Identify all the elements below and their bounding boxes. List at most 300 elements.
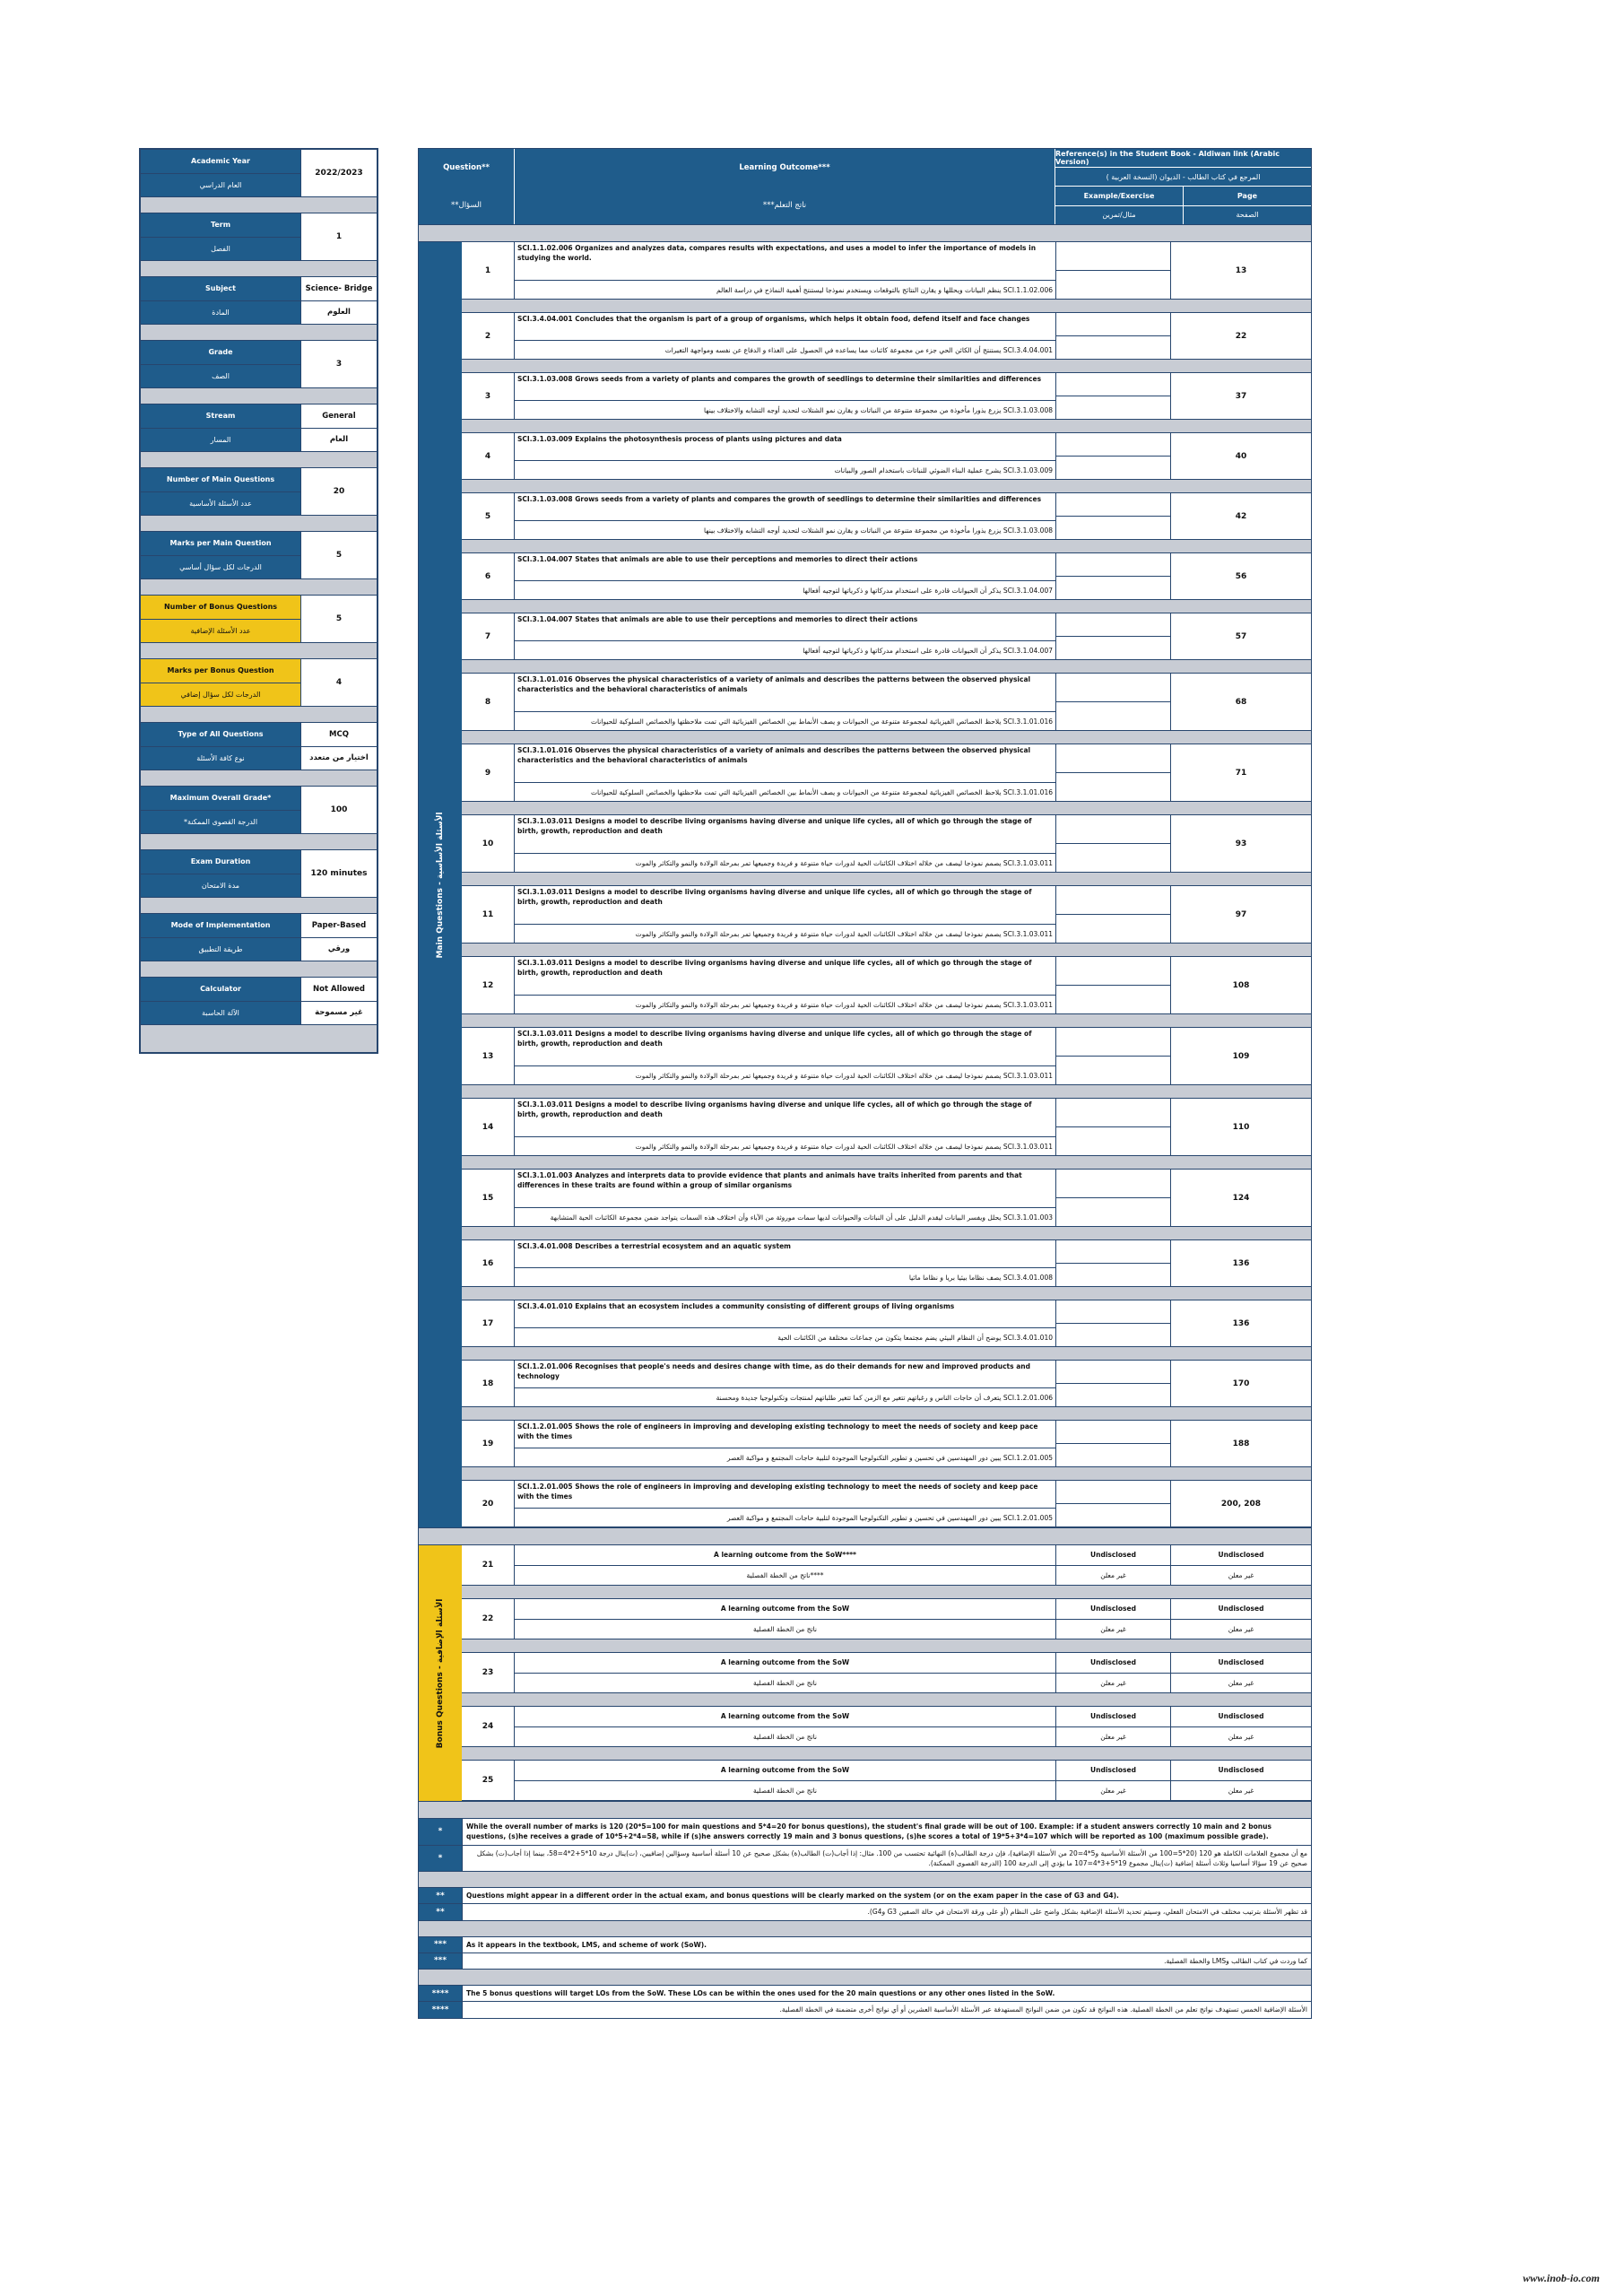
info-label-en: Grade <box>141 341 300 365</box>
learning-outcome-en: SCI.3.1.01.016 Observes the physical characteristics of a variety of animals and describes the patterns between the observed physical characteristics and the behavioral characteristics of animals <box>515 744 1055 783</box>
exam-info-panel <box>139 148 378 1054</box>
info-label-en: Number of Bonus Questions <box>141 596 300 620</box>
info-spacer <box>141 388 377 404</box>
page-number: 108 <box>1232 980 1250 990</box>
example-empty <box>1056 577 1170 599</box>
bonus-example-en: Undisclosed <box>1056 1599 1170 1620</box>
info-row <box>141 341 377 388</box>
row-gap <box>462 300 1311 313</box>
learning-outcome <box>515 613 1056 659</box>
example-empty <box>1056 1324 1170 1346</box>
info-value-ar: غير مسموحة <box>315 1008 363 1018</box>
note-row-ar <box>419 2002 1311 2017</box>
learning-outcome <box>515 433 1056 479</box>
learning-outcome-en: SCI.1.2.01.005 Shows the role of engineers in improving and developing existing technology to meet the needs of society and keep pace with the times <box>515 1421 1055 1448</box>
row-gap <box>462 1467 1311 1481</box>
bonus-example <box>1056 1653 1171 1692</box>
bonus-example-en: Undisclosed <box>1056 1761 1170 1781</box>
info-label <box>141 404 301 451</box>
example-empty <box>1056 702 1170 730</box>
header-question-en: Question** <box>443 163 490 172</box>
header-page-ar: الصفحة <box>1236 211 1259 220</box>
question-number: 19 <box>462 1421 515 1466</box>
example-cell <box>1056 886 1171 943</box>
learning-outcome-en: SCI.3.1.04.007 States that animals are able to use their perceptions and memories to direct their actions <box>515 613 1055 641</box>
bonus-page <box>1171 1653 1311 1692</box>
bonus-example-en: Undisclosed <box>1056 1545 1170 1566</box>
page-number: 42 <box>1235 511 1247 521</box>
info-label <box>141 850 301 897</box>
bonus-page-ar: غير معلن <box>1228 1678 1254 1687</box>
row-gap <box>462 1586 1311 1599</box>
learning-outcome-ar: SCI.3.1.03.009 يشرح عملية البناء الضوئي للنباتات باستخدام الصور والبيانات <box>834 465 1053 474</box>
header-example-en: Example/Exercise <box>1055 187 1183 206</box>
example-cell <box>1056 613 1171 659</box>
info-value-en: MCQ <box>301 723 377 747</box>
info-value: 20 <box>301 468 377 515</box>
header-example-ar: مثال/تمرين <box>1102 211 1136 220</box>
section-gap <box>418 1528 1312 1544</box>
info-label <box>141 723 301 770</box>
learning-outcome-en: SCI.3.1.03.011 Designs a model to describe living organisms having diverse and unique life cycles, all of which go through the stage of birth, growth, reproduction and death <box>515 957 1055 996</box>
info-value: 1 <box>301 213 377 260</box>
info-label <box>141 914 301 961</box>
main-questions-section <box>418 241 1312 1528</box>
learning-outcome-en: SCI.3.1.03.011 Designs a model to describe living organisms having diverse and unique life cycles, all of which go through the stage of birth, growth, reproduction and death <box>515 886 1055 925</box>
question-number: 6 <box>462 553 515 599</box>
learning-outcome <box>515 1028 1056 1084</box>
question-number: 10 <box>462 815 515 872</box>
bonus-page <box>1171 1761 1311 1800</box>
page-number: 71 <box>1235 768 1247 778</box>
info-value-en: Paper-Based <box>301 914 377 938</box>
bonus-outcome-en: A learning outcome from the SoW**** <box>515 1545 1055 1566</box>
question-row <box>462 1300 1311 1347</box>
info-spacer <box>141 579 377 596</box>
info-label <box>141 596 301 642</box>
learning-outcome <box>515 242 1056 299</box>
row-gap <box>462 944 1311 957</box>
example-cell <box>1056 242 1171 299</box>
info-row <box>141 532 377 579</box>
example-empty <box>1056 433 1170 457</box>
question-number: 18 <box>462 1361 515 1406</box>
note-text-ar: مع أن مجموع العلامات الكاملة هو 120 (20*5=100 من الأسئلة الأساسية و5*4=20 من الأسئلة الإضافية)، فإن درجة الطالب(ة) النهائية تحتسب من 100. مثال: إذا أجاب(ت) الطالب(ة) بشكل صحيح عن 10 أسئلة أساسية وسؤالين إضافيين، (ت)ينال درجة 10*5+2*4=58، بينما إذا أجاب(ت) بشكل صحيح عن 19 سؤالا أساسيا وثلاث أسئلة إضافية (ت)ينال مجموع 19*5+3*4=107 ما يؤدي إلى الدرجة 100 (الدرجة القصوى الممكنة). <box>476 1848 1307 1867</box>
note-text-en: The 5 bonus questions will target LOs from the SoW. These LOs can be within the ones used for the 20 main questions or any other ones listed in the SoW. <box>466 1989 1055 1997</box>
example-empty <box>1056 1264 1170 1286</box>
info-value: 2022/2023 <box>301 150 377 196</box>
notes-gap <box>418 1802 1312 1818</box>
question-number: 13 <box>462 1028 515 1084</box>
info-value-ar: العلوم <box>327 308 351 317</box>
example-empty <box>1056 336 1170 359</box>
info-label-en: Exam Duration <box>141 850 300 874</box>
learning-outcome <box>515 553 1056 599</box>
learning-outcome <box>515 493 1056 539</box>
question-row <box>462 493 1311 540</box>
row-gap <box>462 1347 1311 1361</box>
bonus-outcome-en: A learning outcome from the SoW <box>515 1761 1055 1781</box>
info-spacer <box>141 261 377 277</box>
info-label-ar: مدة الامتحان <box>201 881 240 890</box>
note-gap <box>418 1970 1312 1985</box>
example-cell <box>1056 1481 1171 1526</box>
bonus-outcome-ar: ناتج من الخطة الفصلية**** <box>746 1570 824 1579</box>
info-label-en: Type of All Questions <box>141 723 300 747</box>
info-label-ar: المسار <box>210 435 231 444</box>
learning-outcome-en: SCI.3.1.03.011 Designs a model to describe living organisms having diverse and unique life cycles, all of which go through the stage of birth, growth, reproduction and death <box>515 1099 1055 1137</box>
row-gap <box>462 1407 1311 1421</box>
example-empty <box>1056 886 1170 915</box>
row-gap <box>462 802 1311 815</box>
bonus-row <box>462 1707 1311 1747</box>
bonus-page-en: Undisclosed <box>1171 1761 1311 1781</box>
learning-outcome <box>515 373 1056 419</box>
bonus-row <box>462 1599 1311 1639</box>
learning-outcome-en: SCI.1.1.02.006 Organizes and analyzes data, compares results with expectations, and uses a model to infer the importance of models in studying the world. <box>515 242 1055 281</box>
question-number: 5 <box>462 493 515 539</box>
info-spacer <box>141 898 377 914</box>
example-empty <box>1056 613 1170 637</box>
info-row <box>141 723 377 770</box>
learning-outcome <box>515 674 1056 730</box>
note-marker: **** <box>419 2002 463 2017</box>
note-row-en <box>419 1819 1311 1846</box>
page-number: 109 <box>1232 1051 1250 1061</box>
example-cell <box>1056 1240 1171 1286</box>
note-marker: * <box>419 1846 463 1872</box>
info-label-en: Term <box>141 213 300 238</box>
info-spacer <box>141 834 377 850</box>
page-number: 68 <box>1235 697 1247 707</box>
info-label-ar: طريقة التطبيق <box>198 944 243 953</box>
learning-outcome-en: SCI.3.1.03.008 Grows seeds from a variety of plants and compares the growth of seedlings to determine their similarities and differences <box>515 493 1055 521</box>
question-number: 25 <box>462 1761 515 1800</box>
coverage-table <box>418 148 1312 2019</box>
info-label <box>141 532 301 578</box>
note-text-ar: الأسئلة الإضافية الخمس تستهدف نواتج تعلم من الخطة الفصلية. هذه النواتج قد تكون من ضمن النواتج المستهدفة عبر الأسئلة الأساسية العشرين أو أي نواتج أخرى متضمنة في الخطة الفصلية. <box>779 2005 1307 2014</box>
example-empty <box>1056 1504 1170 1526</box>
bonus-page <box>1171 1707 1311 1746</box>
question-number: 17 <box>462 1300 515 1346</box>
info-value <box>301 404 377 451</box>
note-row-en <box>419 1888 1311 1904</box>
bonus-page-en: Undisclosed <box>1171 1545 1311 1566</box>
question-row <box>462 957 1311 1014</box>
bonus-outcome-ar: ناتج من الخطة الفصلية <box>753 1678 817 1687</box>
learning-outcome-en: SCI.3.4.04.001 Concludes that the organism is part of a group of organisms, which helps it obtain food, defend itself and face changes <box>515 313 1055 341</box>
learning-outcome-en: SCI.3.1.04.007 States that animals are able to use their perceptions and memories to direct their actions <box>515 553 1055 581</box>
row-gap <box>462 1156 1311 1170</box>
learning-outcome-ar: SCI.3.1.03.011 يصمم نموذجا ليصف من خلاله اختلاف الكائنات الحية لدورات حياة متنوعة و فريدة وجميعها تمر بمرحلة الولادة والنمو والتكاثر والموت <box>635 1142 1053 1151</box>
example-cell <box>1056 1028 1171 1084</box>
info-row <box>141 596 377 643</box>
learning-outcome <box>515 1361 1056 1406</box>
page-number: 37 <box>1235 391 1247 401</box>
header-reference-en: Reference(s) in the Student Book - Aldiwan link (Arabic Version) <box>1055 149 1311 168</box>
question-row <box>462 313 1311 360</box>
learning-outcome-ar: SCI.3.1.03.008 يزرع بذورا مأخوذة من مجموعة متنوعة من النباتات و يقارن نمو الشتلات لتحديد أوجه التشابه والاختلاف بينها <box>704 405 1053 414</box>
info-label-ar: الآلة الحاسبة <box>202 1008 239 1017</box>
header-reference-ar: المرجع في كتاب الطالب - الديوان (النسخة العربية ) <box>1055 168 1311 187</box>
bonus-outcome <box>515 1653 1056 1692</box>
info-spacer <box>141 1025 377 1052</box>
learning-outcome-ar: SCI.3.1.01.016 يلاحظ الخصائص الفيزيائية لمجموعة متنوعة من الحيوانات و يصف الأنماط بين الخصائص الفيزيائية التي تمت ملاحظتها والخصائص السلوكية للحيوانات <box>590 787 1053 796</box>
bonus-questions-label: Bonus Questions - الأسئلة الإضافية <box>419 1545 462 1801</box>
note-text-en: While the overall number of marks is 120 (20*5=100 for main questions and 5*4=20 for bonus questions), the student's final grade will be out of 100. Example: if a student answers correctly 10 main and 2 bonus questions, (s)he receives a grade of 10*5+2*4=58, while if (s)he answers correctly 19 main and 3 bonus questions, (s)he scores a total of 19*5+3*4=107 which will be reported as 100 (maximum possible grade). <box>466 1822 1271 1841</box>
example-empty <box>1056 1481 1170 1504</box>
example-empty <box>1056 457 1170 479</box>
example-cell <box>1056 957 1171 1013</box>
bonus-outcome-ar: ناتج من الخطة الفصلية <box>753 1624 817 1633</box>
info-spacer <box>141 325 377 341</box>
info-spacer <box>141 707 377 723</box>
learning-outcome <box>515 1481 1056 1526</box>
bonus-outcome <box>515 1707 1056 1746</box>
info-value: 5 <box>301 596 377 642</box>
info-value <box>301 723 377 770</box>
info-label-en: Marks per Bonus Question <box>141 659 300 683</box>
learning-outcome <box>515 957 1056 1013</box>
example-cell <box>1056 1361 1171 1406</box>
page-number: 136 <box>1232 1258 1250 1268</box>
question-row <box>462 1170 1311 1227</box>
bonus-page-en: Undisclosed <box>1171 1653 1311 1674</box>
info-label-en: Number of Main Questions <box>141 468 300 492</box>
example-empty <box>1056 517 1170 539</box>
learning-outcome-ar: SCI.3.1.03.011 يصمم نموذجا ليصف من خلاله اختلاف الكائنات الحية لدورات حياة متنوعة و فريدة وجميعها تمر بمرحلة الولادة والنمو والتكاثر والموت <box>635 929 1053 938</box>
bonus-example-ar: غير معلن <box>1100 1678 1126 1687</box>
bonus-example-en: Undisclosed <box>1056 1707 1170 1727</box>
example-cell <box>1056 493 1171 539</box>
info-label <box>141 659 301 706</box>
bonus-example-ar: غير معلن <box>1100 1732 1126 1741</box>
info-label-en: Marks per Main Question <box>141 532 300 556</box>
bonus-example-ar: غير معلن <box>1100 1570 1126 1579</box>
info-label-ar: الدرجات لكل سؤال أساسي <box>179 562 262 571</box>
page-number: 22 <box>1235 331 1247 341</box>
question-number: 4 <box>462 433 515 479</box>
info-spacer <box>141 452 377 468</box>
question-number: 7 <box>462 613 515 659</box>
bonus-outcome-en: A learning outcome from the SoW <box>515 1653 1055 1674</box>
info-label <box>141 468 301 515</box>
example-empty <box>1056 1099 1170 1127</box>
row-gap <box>462 1747 1311 1761</box>
bonus-questions-section <box>418 1544 1312 1802</box>
bonus-page-en: Undisclosed <box>1171 1599 1311 1620</box>
info-label-en: Subject <box>141 277 300 301</box>
example-cell <box>1056 744 1171 801</box>
example-cell <box>1056 433 1171 479</box>
info-label <box>141 277 301 324</box>
bonus-example <box>1056 1599 1171 1639</box>
bonus-outcome <box>515 1761 1056 1800</box>
info-label-en: Mode of Implementation <box>141 914 300 938</box>
row-gap <box>462 1639 1311 1653</box>
row-gap <box>462 600 1311 613</box>
example-cell <box>1056 1421 1171 1466</box>
info-spacer <box>141 197 377 213</box>
question-row <box>462 1240 1311 1287</box>
info-label-en: Calculator <box>141 978 300 1002</box>
example-empty <box>1056 744 1170 773</box>
example-empty <box>1056 1240 1170 1264</box>
bonus-example-en: Undisclosed <box>1056 1653 1170 1674</box>
example-empty <box>1056 1384 1170 1406</box>
info-value-ar: العام <box>329 435 349 445</box>
row-gap <box>462 360 1311 373</box>
page-number: 93 <box>1235 839 1247 848</box>
info-label-ar: الدرجات لكل سؤال إضافي <box>180 690 261 699</box>
example-empty <box>1056 313 1170 336</box>
info-label <box>141 978 301 1024</box>
info-value-en: Not Allowed <box>301 978 377 1002</box>
question-number: 9 <box>462 744 515 801</box>
row-gap <box>462 540 1311 553</box>
example-empty <box>1056 915 1170 943</box>
header-gap <box>418 225 1312 241</box>
row-gap <box>462 873 1311 886</box>
page-number: 170 <box>1232 1378 1250 1388</box>
note-marker: *** <box>419 1937 463 1952</box>
info-label <box>141 341 301 387</box>
question-number: 2 <box>462 313 515 359</box>
example-cell <box>1056 674 1171 730</box>
notes-section <box>418 1818 1312 2019</box>
question-row <box>462 744 1311 802</box>
question-row <box>462 1028 1311 1085</box>
question-number: 21 <box>462 1545 515 1585</box>
bonus-outcome-en: A learning outcome from the SoW <box>515 1599 1055 1620</box>
info-label-en: Academic Year <box>141 150 300 174</box>
question-number: 15 <box>462 1170 515 1226</box>
example-cell <box>1056 1300 1171 1346</box>
bonus-row <box>462 1761 1311 1801</box>
learning-outcome-en: SCI.3.1.03.009 Explains the photosynthesis process of plants using pictures and data <box>515 433 1055 461</box>
learning-outcome-en: SCI.3.1.03.011 Designs a model to describe living organisms having diverse and unique life cycles, all of which go through the stage of birth, growth, reproduction and death <box>515 815 1055 854</box>
info-label-ar: الصف <box>212 371 230 380</box>
note-marker: **** <box>419 1986 463 2001</box>
info-row <box>141 150 377 197</box>
info-row <box>141 850 377 898</box>
learning-outcome-ar: SCI.1.1.02.006 ينظم البيانات ويحللها و يقارن النتائج بالتوقعات ويستخدم نموذجا ليستنتج أهمية النماذج في دراسة العالم <box>716 285 1053 294</box>
learning-outcome-ar: SCI.3.1.01.003 يحلل ويفسر البيانات ليقدم الدليل على أن النباتات والحيوانات لديها سمات موروثة من الآباء وأن اختلاف هذه السمات يتواجد ضمن مجموعة الكائنات الحية المتشابهة <box>550 1213 1053 1222</box>
info-spacer <box>141 961 377 978</box>
example-empty <box>1056 1421 1170 1444</box>
page-number: 188 <box>1232 1439 1250 1448</box>
page-number: 56 <box>1235 571 1247 581</box>
note-marker: ** <box>419 1904 463 1919</box>
bonus-outcome-en: A learning outcome from the SoW <box>515 1707 1055 1727</box>
example-cell <box>1056 1099 1171 1155</box>
note-text-en: Questions might appear in a different order in the actual exam, and bonus questions will be clearly marked on the system (or on the exam paper in the case of G3 and G4). <box>466 1892 1119 1900</box>
example-empty <box>1056 1361 1170 1384</box>
learning-outcome-en: SCI.3.1.03.008 Grows seeds from a variety of plants and compares the growth of seedlings to determine their similarities and differences <box>515 373 1055 401</box>
bonus-example <box>1056 1761 1171 1800</box>
bonus-page-ar: غير معلن <box>1228 1624 1254 1633</box>
info-row <box>141 978 377 1025</box>
example-empty <box>1056 844 1170 872</box>
bonus-page-ar: غير معلن <box>1228 1732 1254 1741</box>
info-label-en: Stream <box>141 404 300 429</box>
info-label <box>141 787 301 833</box>
bonus-page-en: Undisclosed <box>1171 1707 1311 1727</box>
question-row <box>462 553 1311 600</box>
question-number: 8 <box>462 674 515 730</box>
learning-outcome <box>515 744 1056 801</box>
info-label-ar: الفصل <box>211 244 230 253</box>
learning-outcome <box>515 815 1056 872</box>
row-gap <box>462 1693 1311 1707</box>
bonus-page-ar: غير معلن <box>1228 1570 1254 1579</box>
row-gap <box>462 1227 1311 1240</box>
example-empty <box>1056 773 1170 801</box>
learning-outcome-en: SCI.3.1.03.011 Designs a model to describe living organisms having diverse and unique life cycles, all of which go through the stage of birth, growth, reproduction and death <box>515 1028 1055 1066</box>
question-row <box>462 815 1311 873</box>
info-row <box>141 404 377 452</box>
info-label-ar: عدد الأسئلة الإضافية <box>190 626 251 635</box>
learning-outcome <box>515 1170 1056 1226</box>
info-value <box>301 978 377 1024</box>
note-row-ar <box>419 1904 1311 1919</box>
question-number: 11 <box>462 886 515 943</box>
info-row <box>141 468 377 516</box>
example-empty <box>1056 242 1170 271</box>
question-number: 23 <box>462 1653 515 1692</box>
page-number: 40 <box>1235 451 1247 461</box>
note-group <box>418 1985 1312 2019</box>
question-row <box>462 886 1311 944</box>
learning-outcome-ar: SCI.3.1.03.011 يصمم نموذجا ليصف من خلاله اختلاف الكائنات الحية لدورات حياة متنوعة و فريدة وجميعها تمر بمرحلة الولادة والنمو والتكاثر والموت <box>635 1000 1053 1009</box>
header-question-ar: السؤال** <box>451 201 482 210</box>
page-number: 136 <box>1232 1318 1250 1328</box>
header-page-en: Page <box>1184 187 1311 206</box>
info-spacer <box>141 516 377 532</box>
info-row <box>141 213 377 261</box>
question-row <box>462 433 1311 480</box>
bonus-example-ar: غير معلن <box>1100 1624 1126 1633</box>
note-marker: * <box>419 1819 463 1845</box>
learning-outcome-ar: SCI.3.1.01.016 يلاحظ الخصائص الفيزيائية لمجموعة متنوعة من الحيوانات و يصف الأنماط بين الخصائص الفيزيائية التي تمت ملاحظتها والخصائص السلوكية للحيوانات <box>590 717 1053 726</box>
learning-outcome-ar: SCI.3.4.01.010 يوضح أن النظام البيئي يضم مجتمعا يتكون من جماعات مختلفة من الكائنات الحية <box>777 1333 1053 1342</box>
example-cell <box>1056 1170 1171 1226</box>
question-row <box>462 1099 1311 1156</box>
note-group <box>418 1887 1312 1921</box>
page-number: 97 <box>1235 909 1247 919</box>
info-label-en: Maximum Overall Grade* <box>141 787 300 811</box>
note-gap <box>418 1872 1312 1887</box>
learning-outcome <box>515 886 1056 943</box>
note-group <box>418 1936 1312 1970</box>
row-gap <box>462 731 1311 744</box>
info-label-ar: العام الدراسي <box>199 180 242 189</box>
bonus-example <box>1056 1707 1171 1746</box>
info-label-ar: نوع كافة الأسئلة <box>196 753 245 762</box>
info-value: 4 <box>301 659 377 706</box>
row-gap <box>462 480 1311 493</box>
example-cell <box>1056 313 1171 359</box>
note-group <box>418 1818 1312 1872</box>
footer-watermark: www.inob-io.com <box>1523 2272 1600 2284</box>
question-row <box>462 1481 1311 1527</box>
learning-outcome-ar: SCI.3.1.03.011 يصمم نموذجا ليصف من خلاله اختلاف الكائنات الحية لدورات حياة متنوعة و فريدة وجميعها تمر بمرحلة الولادة والنمو والتكاثر والموت <box>635 1071 1053 1080</box>
example-cell <box>1056 815 1171 872</box>
question-number: 24 <box>462 1707 515 1746</box>
bonus-page <box>1171 1599 1311 1639</box>
bonus-row <box>462 1653 1311 1693</box>
info-row <box>141 787 377 834</box>
